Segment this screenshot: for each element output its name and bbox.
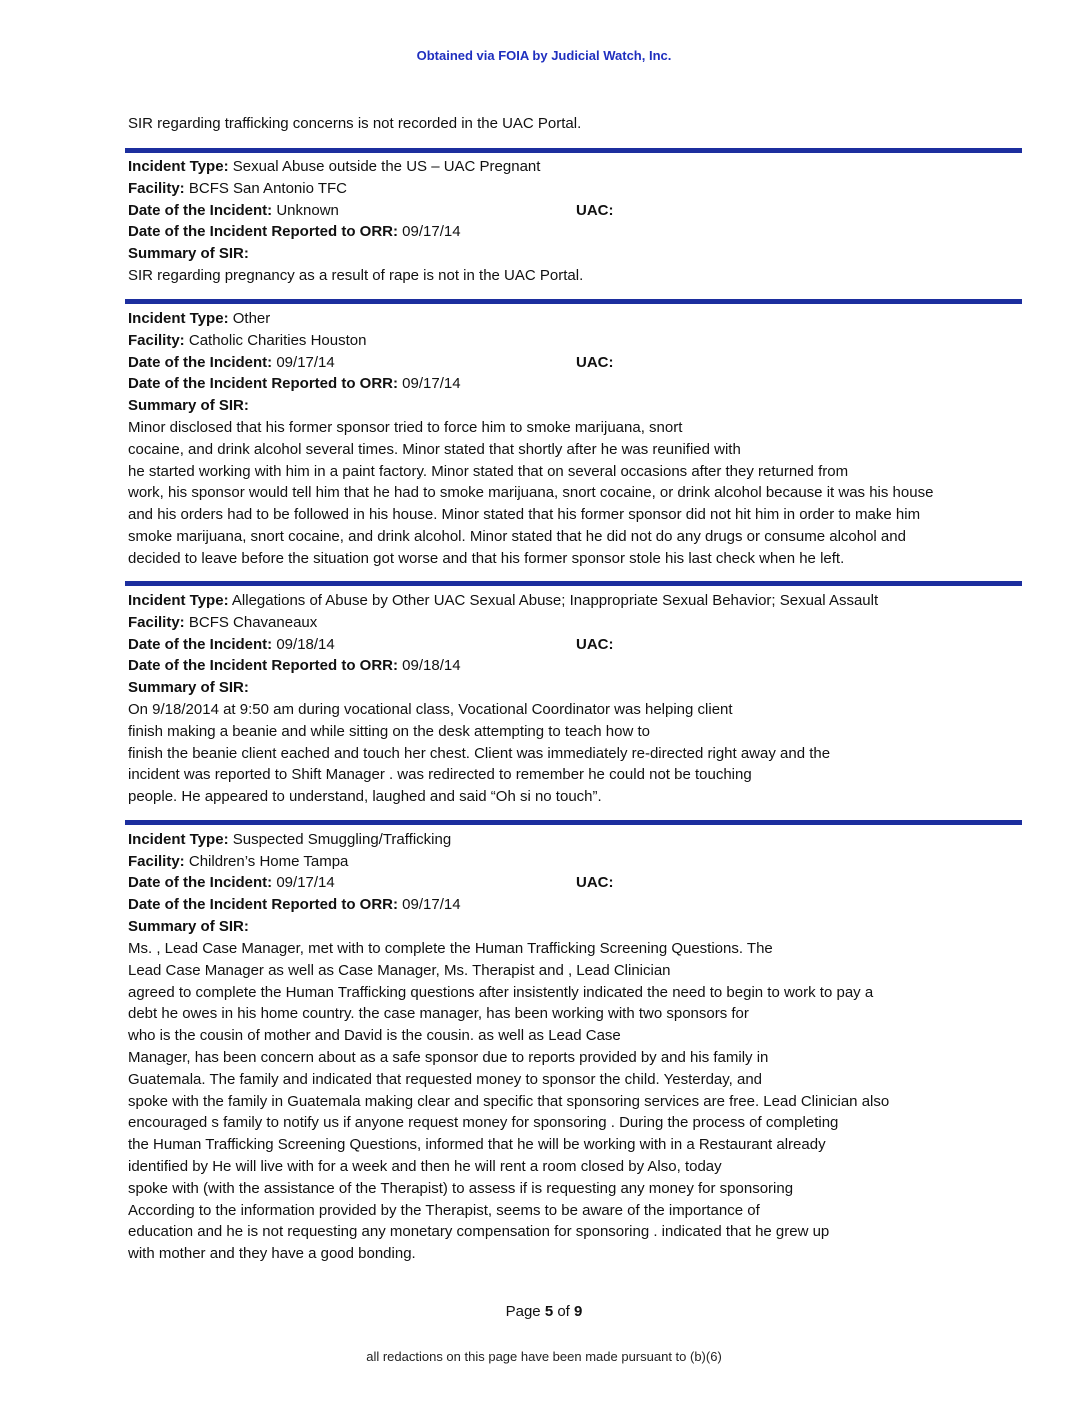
date-row xyxy=(128,634,335,656)
reported-row xyxy=(128,373,461,395)
incident-type-label: Incident Type: xyxy=(128,831,229,848)
incident-type-value: Allegations of Abuse by Other UAC Sexual Abuse; Inappropriate Sexual Behavior; Sexual Assault xyxy=(231,592,879,609)
foia-watermark: Obtained via FOIA by Judicial Watch, Inc. xyxy=(416,48,672,63)
reported-row xyxy=(128,221,461,243)
summary-line: education and he is not requesting any monetary compensation for sponsoring . indicated that he grew up xyxy=(128,1223,830,1241)
summary-line: agreed to complete the Human Trafficking questions after insistently indicated the need to begin to work to pay a xyxy=(128,983,874,1001)
facility-value: Children’s Home Tampa xyxy=(188,853,349,870)
incident-type-label: Incident Type: xyxy=(128,592,229,609)
reported-label: Date of the Incident Reported to ORR: xyxy=(128,896,398,913)
reported-label: Date of the Incident Reported to ORR: xyxy=(128,375,398,392)
summary-label: Summary of SIR: xyxy=(128,679,249,696)
facility-label: Facility: xyxy=(128,853,185,870)
summary-line: people. He appeared to understand, laughed and said “Oh si no touch”. xyxy=(128,788,602,806)
uac-label: UAC: xyxy=(576,874,614,891)
summary-line: According to the information provided by the Therapist, seems to be aware of the importance of xyxy=(128,1201,760,1219)
page-prefix: Page xyxy=(505,1303,541,1320)
summary-line: Guatemala. The family and indicated that requested money to sponsor the child. Yesterday, and xyxy=(128,1070,763,1088)
summary-line: Lead Case Manager as well as Case Manager, Ms. Therapist and , Lead Clinician xyxy=(128,961,671,979)
reported-value: 09/17/14 xyxy=(402,223,461,240)
reported-row xyxy=(128,894,461,916)
redaction-note: all redactions on this page have been made pursuant to (b)(6) xyxy=(366,1349,722,1364)
summary-line: On 9/18/2014 at 9:50 am during vocational class, Vocational Coordinator was helping client xyxy=(128,701,733,718)
reported-value: 09/17/14 xyxy=(402,375,461,392)
section-divider xyxy=(125,820,1022,825)
intro-text: SIR regarding trafficking concerns is not recorded in the UAC Portal. xyxy=(128,115,582,132)
summary-line: cocaine, and drink alcohol several times. Minor stated that shortly after he was reunified with xyxy=(128,440,741,458)
incident-type-row xyxy=(128,829,451,851)
summary-text xyxy=(128,265,1023,287)
reported-row xyxy=(128,655,461,677)
reported-value: 09/18/14 xyxy=(402,657,461,674)
reported-label: Date of the Incident Reported to ORR: xyxy=(128,223,398,240)
section-divider xyxy=(125,148,1022,153)
summary-line: spoke with the family in Guatemala making clear and specific that sponsoring services are free. Lead Clinician also xyxy=(128,1092,890,1110)
summary-line: identified by He will live with for a week and then he will rent a room closed by Also, today xyxy=(128,1157,722,1175)
date-value: 09/18/14 xyxy=(276,636,335,653)
summary-label: Summary of SIR: xyxy=(128,918,249,935)
summary-line: Manager, has been concern about as a safe sponsor due to reports provided by and his family in xyxy=(128,1048,769,1066)
facility-row xyxy=(128,851,348,873)
facility-row xyxy=(128,612,317,634)
date-row xyxy=(128,352,335,374)
summary-text xyxy=(128,938,1023,1265)
summary-line: he started working with him in a paint factory. Minor stated that on several occasions after they returned from xyxy=(128,462,849,480)
incident-type-row xyxy=(128,590,878,612)
date-row xyxy=(128,872,335,894)
date-label: Date of the Incident: xyxy=(128,354,273,371)
summary-line: smoke marijuana, snort cocaine, and drink alcohol. Minor stated that he did not do any drugs or consume alcohol and xyxy=(128,527,906,545)
summary-line: SIR regarding pregnancy as a result of rape is not in the UAC Portal. xyxy=(128,267,584,284)
summary-line: with mother and they have a good bonding. xyxy=(128,1245,416,1263)
summary-line: encouraged s family to notify us if anyone request money for sponsoring . During the process of completing xyxy=(128,1114,839,1132)
facility-value: BCFS Chavaneaux xyxy=(188,614,318,631)
facility-value: Catholic Charities Houston xyxy=(188,332,367,349)
summary-line: Minor disclosed that his former sponsor tried to force him to smoke marijuana, snort xyxy=(128,419,683,436)
summary-label: Summary of SIR: xyxy=(128,245,249,262)
date-value: 09/17/14 xyxy=(276,874,335,891)
facility-label: Facility: xyxy=(128,180,185,197)
section-divider xyxy=(125,299,1022,304)
date-label: Date of the Incident: xyxy=(128,636,273,653)
facility-label: Facility: xyxy=(128,332,185,349)
page-total: 9 xyxy=(574,1303,583,1320)
uac-label: UAC: xyxy=(576,354,614,371)
reported-label: Date of the Incident Reported to ORR: xyxy=(128,657,398,674)
date-value: Unknown xyxy=(276,202,339,219)
facility-row xyxy=(128,330,366,352)
summary-text xyxy=(128,417,1023,570)
date-row xyxy=(128,200,339,222)
summary-line: decided to leave before the situation got worse and that his former sponsor stole his last check when he left. xyxy=(128,549,845,567)
incident-type-value: Sexual Abuse outside the US – UAC Pregnant xyxy=(232,158,541,175)
summary-line: work, his sponsor would tell him that he had to smoke marijuana, snort cocaine, or drink alcohol because it was his house xyxy=(128,484,934,502)
summary-line: spoke with (with the assistance of the Therapist) to assess if is requesting any money for sponsoring xyxy=(128,1179,794,1197)
page-current: 5 xyxy=(544,1303,554,1320)
summary-line: the Human Trafficking Screening Questions, informed that he will be working with in a Restaurant already xyxy=(128,1136,826,1154)
date-value: 09/17/14 xyxy=(276,354,335,371)
summary-line: incident was reported to Shift Manager . was redirected to remember he could not be touching xyxy=(128,766,752,784)
incident-type-value: Other xyxy=(232,310,271,327)
summary-line: who is the cousin of mother and David is the cousin. as well as Lead Case xyxy=(128,1027,621,1045)
facility-row xyxy=(128,178,347,200)
incident-type-row xyxy=(128,308,270,330)
uac-label: UAC: xyxy=(576,636,614,653)
uac-label: UAC: xyxy=(576,202,614,219)
summary-line: finish making a beanie and while sitting on the desk attempting to teach how to xyxy=(128,722,650,740)
summary-label: Summary of SIR: xyxy=(128,397,249,414)
incident-type-row xyxy=(128,156,540,178)
incident-type-label: Incident Type: xyxy=(128,310,229,327)
date-label: Date of the Incident: xyxy=(128,874,273,891)
page-number xyxy=(0,1303,1088,1320)
date-label: Date of the Incident: xyxy=(128,202,273,219)
section-divider xyxy=(125,581,1022,586)
incident-type-value: Suspected Smuggling/Trafficking xyxy=(232,831,452,848)
summary-text xyxy=(128,699,1023,808)
facility-value: BCFS San Antonio TFC xyxy=(188,180,347,197)
incident-type-label: Incident Type: xyxy=(128,158,229,175)
summary-line: Ms. , Lead Case Manager, met with to complete the Human Trafficking Screening Questions. The xyxy=(128,940,773,957)
page-of: of xyxy=(557,1303,570,1320)
summary-line: and his orders had to be followed in his house. Minor stated that his former sponsor did not hit him in order to make him xyxy=(128,506,921,524)
summary-line: debt he owes in his home country. the case manager, has been working with two sponsors for xyxy=(128,1005,749,1023)
facility-label: Facility: xyxy=(128,614,185,631)
summary-line: finish the beanie client eached and touch her chest. Client was immediately re-directed right away and the xyxy=(128,744,831,762)
reported-value: 09/17/14 xyxy=(402,896,461,913)
